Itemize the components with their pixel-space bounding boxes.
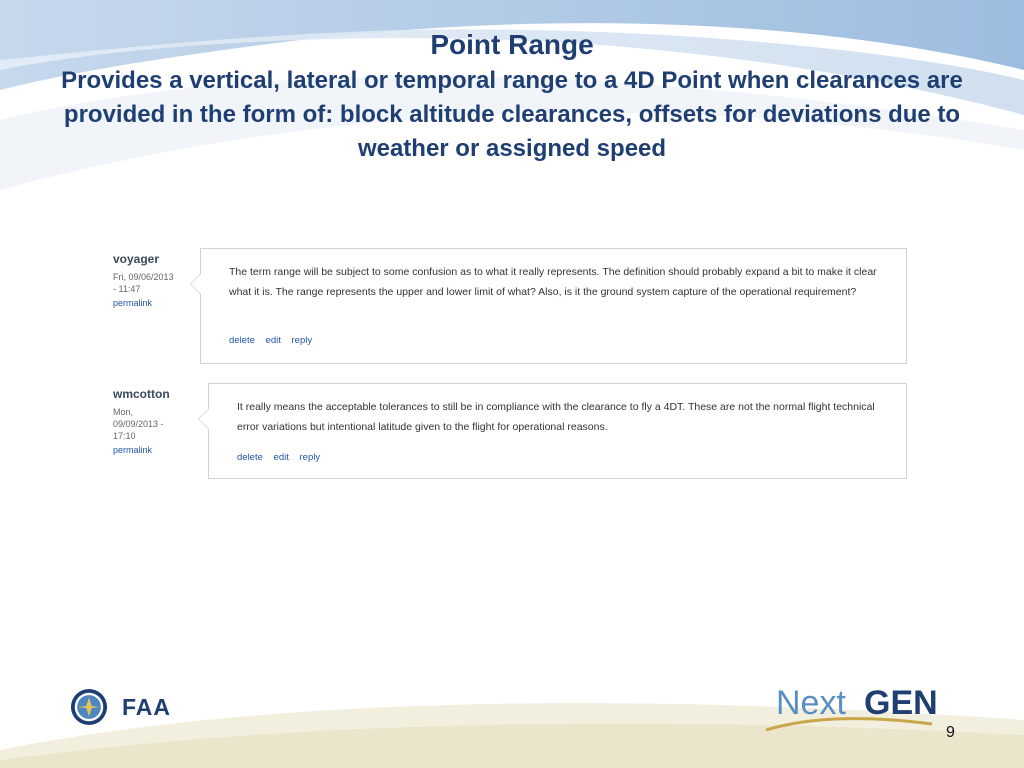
comment-bubble: [208, 383, 907, 479]
faa-seal-icon: [70, 688, 108, 726]
comment-author[interactable]: voyager: [113, 252, 160, 266]
reply-link[interactable]: reply: [299, 452, 321, 463]
comment-date: Fri, 09/06/2013 - 11:47: [113, 272, 174, 294]
nextgen-gen-text: GEN: [864, 684, 938, 722]
nextgen-next-text: Next: [776, 684, 846, 722]
nextgen-logo: [762, 678, 962, 738]
comment-actions: [229, 335, 320, 346]
comment-bubble: [200, 248, 907, 364]
permalink-link[interactable]: permalink: [113, 445, 153, 455]
comment-body: It really means the acceptable tolerances to still be in compliance with the clearance to fly a 4DT. These are not the normal flight technical error variations but intentional latitude given to the flight for operational reasons.: [237, 401, 875, 433]
delete-link[interactable]: delete: [229, 335, 255, 346]
slide-subtitle: Provides a vertical, lateral or temporal range to a 4D Point when clearances are provided in the form of: block altitude clearances, offsets for deviations due to weather or assigned speed: [61, 67, 963, 162]
comment-item: [113, 252, 913, 364]
permalink-link[interactable]: permalink: [113, 298, 153, 308]
reply-link[interactable]: reply: [291, 335, 313, 346]
edit-link[interactable]: edit: [265, 335, 281, 346]
page-number: 9: [946, 724, 955, 741]
comment-actions: [237, 452, 328, 463]
comment-meta: [113, 252, 177, 309]
comment-author[interactable]: wmcotton: [113, 387, 170, 401]
comment-meta: [113, 387, 177, 456]
comment-body: The term range will be subject to some confusion as to what it really represents. The definition should probably expand a bit to make it clear what it is. The range represents the upper and lower limit of what? Also, is it the ground system capture of the operational requirement?: [229, 266, 877, 298]
faa-wordmark: FAA: [122, 693, 171, 720]
title-block: [40, 28, 984, 166]
comment-date: Mon, 09/09/2013 - 17:10: [113, 407, 164, 441]
faa-logo: [70, 688, 171, 726]
delete-link[interactable]: delete: [237, 452, 263, 463]
comment-item: [113, 387, 913, 479]
slide-title: Point Range: [430, 29, 594, 60]
edit-link[interactable]: edit: [273, 452, 289, 463]
